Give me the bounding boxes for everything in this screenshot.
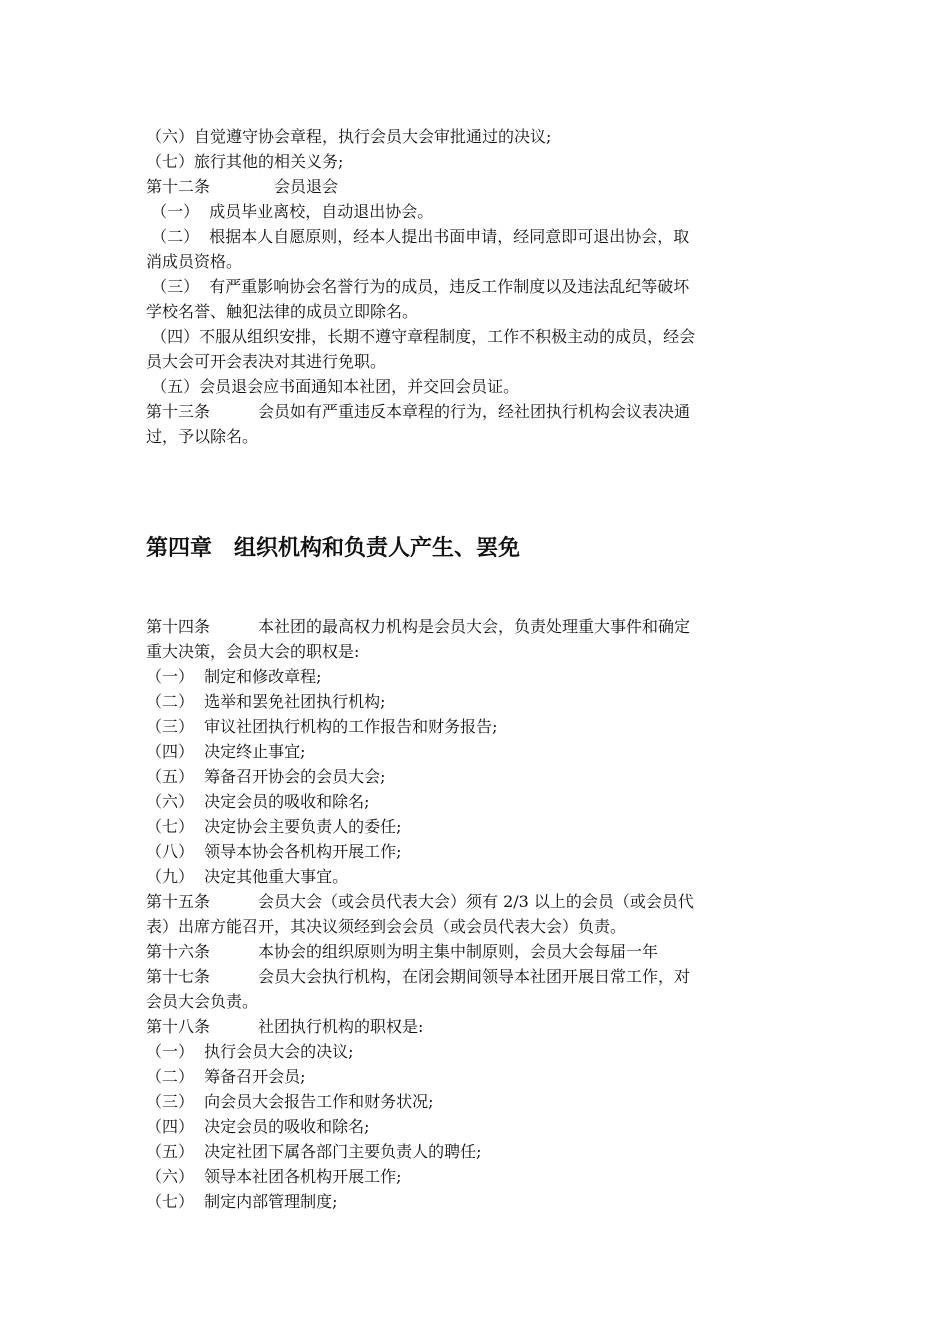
- text-line: 第十三条 会员如有严重违反本章程的行为，经社团执行机构会议表决通: [146, 402, 691, 421]
- text-line: （五） 筹备召开协会的会员大会;: [146, 767, 386, 786]
- text-line: （四） 决定终止事宜;: [146, 742, 306, 761]
- text-line: （一） 执行会员大会的决议;: [146, 1042, 354, 1061]
- text-line: （六） 决定会员的吸收和除名;: [146, 792, 370, 811]
- chapter-heading: 第四章 组织机构和负责人产生、罢免: [146, 536, 521, 561]
- text-line: 第十五条 会员大会（或会员代表大会）须有 2/3 以上的会员（或会员代: [146, 892, 694, 911]
- text-line: （五） 决定社团下属各部门主要负责人的聘任;: [146, 1142, 482, 1161]
- text-line: （二） 根据本人自愿原则，经本人提出书面申请，经同意即可退出协会，取: [146, 227, 690, 246]
- text-line: （三） 向会员大会报告工作和财务状况;: [146, 1092, 434, 1111]
- text-line: （三） 审议社团执行机构的工作报告和财务报告;: [146, 717, 498, 736]
- text-line: 第十四条 本社团的最高权力机构是会员大会，负责处理重大事件和确定: [146, 617, 691, 636]
- section-member-withdrawal: [146, 124, 810, 449]
- text-line: （六）自觉遵守协会章程，执行会员大会审批通过的决议;: [146, 127, 552, 146]
- text-line: 第十六条 本协会的组织原则为明主集中制原则，会员大会每届一年: [146, 942, 659, 961]
- text-line: 重大决策，会员大会的职权是:: [146, 642, 360, 661]
- text-line: （一） 成员毕业离校，自动退出协会。: [146, 202, 434, 221]
- text-line: （二） 选举和罢免社团执行机构;: [146, 692, 386, 711]
- text-line: （二） 筹备召开会员;: [146, 1067, 306, 1086]
- document-content: [146, 124, 810, 1214]
- text-line: （八） 领导本协会各机构开展工作;: [146, 842, 402, 861]
- text-line: 消成员资格。: [146, 252, 243, 271]
- text-line: 表）出席方能召开，其决议须经到会会员（或会员代表大会）负责。: [146, 917, 627, 936]
- text-line: 过，予以除名。: [146, 427, 259, 446]
- text-line: 第十二条 会员退会: [146, 177, 339, 196]
- text-line: （一） 制定和修改章程;: [146, 667, 322, 686]
- text-line: （五）会员退会应书面通知本社团，并交回会员证。: [146, 377, 520, 396]
- text-line: 学校名誉、触犯法律的成员立即除名。: [146, 302, 419, 321]
- text-line: 员大会可开会表决对其进行免职。: [146, 352, 387, 371]
- spacer: [146, 564, 810, 614]
- text-line: 会员大会负责。: [146, 992, 259, 1011]
- text-line: 第十七条 会员大会执行机构，在闭会期间领导本社团开展日常工作，对: [146, 967, 691, 986]
- text-line: （七） 制定内部管理制度;: [146, 1192, 338, 1211]
- text-line: 第十八条 社团执行机构的职权是:: [146, 1017, 424, 1036]
- text-line: （七）旅行其他的相关义务;: [146, 152, 344, 171]
- text-line: （三） 有严重影响协会名誉行为的成员，违反工作制度以及违法乱纪等破坏: [146, 277, 690, 296]
- text-line: （六） 领导本社团各机构开展工作;: [146, 1167, 402, 1186]
- text-line: （七） 决定协会主要负责人的委任;: [146, 817, 402, 836]
- text-line: （四） 决定会员的吸收和除名;: [146, 1117, 370, 1136]
- spacer: [146, 449, 810, 534]
- section-organization: [146, 614, 810, 1214]
- text-line: （九） 决定其他重大事宜。: [146, 867, 349, 886]
- text-line: （四）不服从组织安排，长期不遵守章程制度，工作不积极主动的成员，经会: [146, 327, 696, 346]
